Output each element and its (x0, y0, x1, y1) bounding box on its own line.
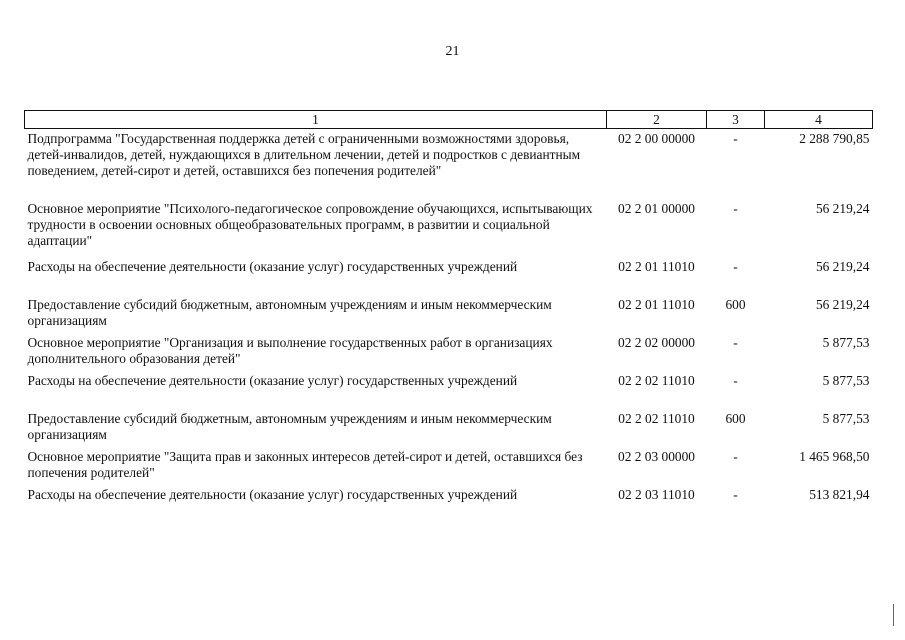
column-header-4: 4 (765, 111, 873, 129)
row-amount: 5 877,53 (822, 334, 870, 350)
budget-table (24, 110, 873, 507)
table-row (25, 447, 873, 485)
row-name: Расходы на обеспечение деятельности (оказание услуг) государственных учреждений (27, 486, 518, 502)
table-row (25, 485, 873, 507)
row-code: 02 2 03 00000 (618, 448, 695, 464)
row-code: 02 2 02 11010 (618, 372, 695, 388)
column-header-3: 3 (707, 111, 765, 129)
row-amount: 5 877,53 (822, 372, 870, 388)
table-row (25, 199, 873, 257)
row-name: Расходы на обеспечение деятельности (оказание услуг) государственных учреждений (27, 258, 518, 274)
header-row (25, 111, 873, 129)
row-name: Основное мероприятие "Защита прав и законных интересов детей-сирот и детей, оставшихся без попечения родителей" (27, 448, 583, 480)
row-name: Подпрограмма "Государственная поддержка детей с ограниченными возможностями здоровья, детей-инвалидов, детей, нуждающихся в длительном лечении, детей и подростков с девиантным поведением, детей-сирот и детей, оставшихся без попечения родителей" (27, 131, 581, 178)
row-code: 02 2 01 11010 (618, 296, 695, 312)
row-amount: 56 219,24 (815, 296, 870, 312)
row-name: Предоставление субсидий бюджетным, автономным учреждениям и иным некоммерческим организациям (27, 410, 552, 442)
row-expense-type: - (733, 486, 738, 502)
row-name: Расходы на обеспечение деятельности (оказание услуг) государственных учреждений (27, 372, 518, 388)
row-code: 02 2 03 11010 (618, 486, 695, 502)
row-code: 02 2 02 11010 (618, 410, 695, 426)
scan-edge-mark (893, 604, 894, 626)
row-expense-type: - (733, 448, 738, 464)
row-expense-type: 600 (725, 410, 746, 426)
table-row (25, 333, 873, 371)
row-expense-type: - (733, 334, 738, 350)
row-expense-type: - (733, 258, 738, 274)
row-code: 02 2 00 00000 (618, 131, 695, 146)
row-code: 02 2 01 11010 (618, 258, 695, 274)
row-code: 02 2 02 00000 (618, 334, 695, 350)
column-header-2: 2 (607, 111, 707, 129)
table-row (25, 409, 873, 447)
row-name: Основное мероприятие "Психолого-педагогическое сопровождение обучающихся, испытывающих трудности в освоении основных общеобразовательных программ, в развитии и социальной адаптации" (27, 200, 593, 248)
table-row (25, 295, 873, 333)
row-expense-type: - (733, 131, 738, 146)
page-number: 21 (445, 44, 460, 59)
row-expense-type: - (733, 372, 738, 388)
row-name: Предоставление субсидий бюджетным, автономным учреждениям и иным некоммерческим организациям (27, 296, 552, 328)
table-row (25, 257, 873, 295)
row-amount: 513 821,94 (809, 486, 870, 502)
row-amount: 2 288 790,85 (799, 131, 870, 146)
row-amount: 1 465 968,50 (799, 448, 870, 464)
row-name: Основное мероприятие "Организация и выполнение государственных работ в организациях дополнительного образования детей" (27, 334, 553, 366)
row-amount: 56 219,24 (815, 200, 870, 216)
row-amount: 56 219,24 (815, 258, 870, 274)
row-amount: 5 877,53 (822, 410, 870, 426)
row-expense-type: - (733, 200, 738, 216)
column-header-1: 1 (25, 111, 607, 129)
table-row (25, 129, 873, 199)
row-code: 02 2 01 00000 (618, 200, 695, 216)
table-row (25, 371, 873, 409)
row-expense-type: 600 (725, 296, 746, 312)
